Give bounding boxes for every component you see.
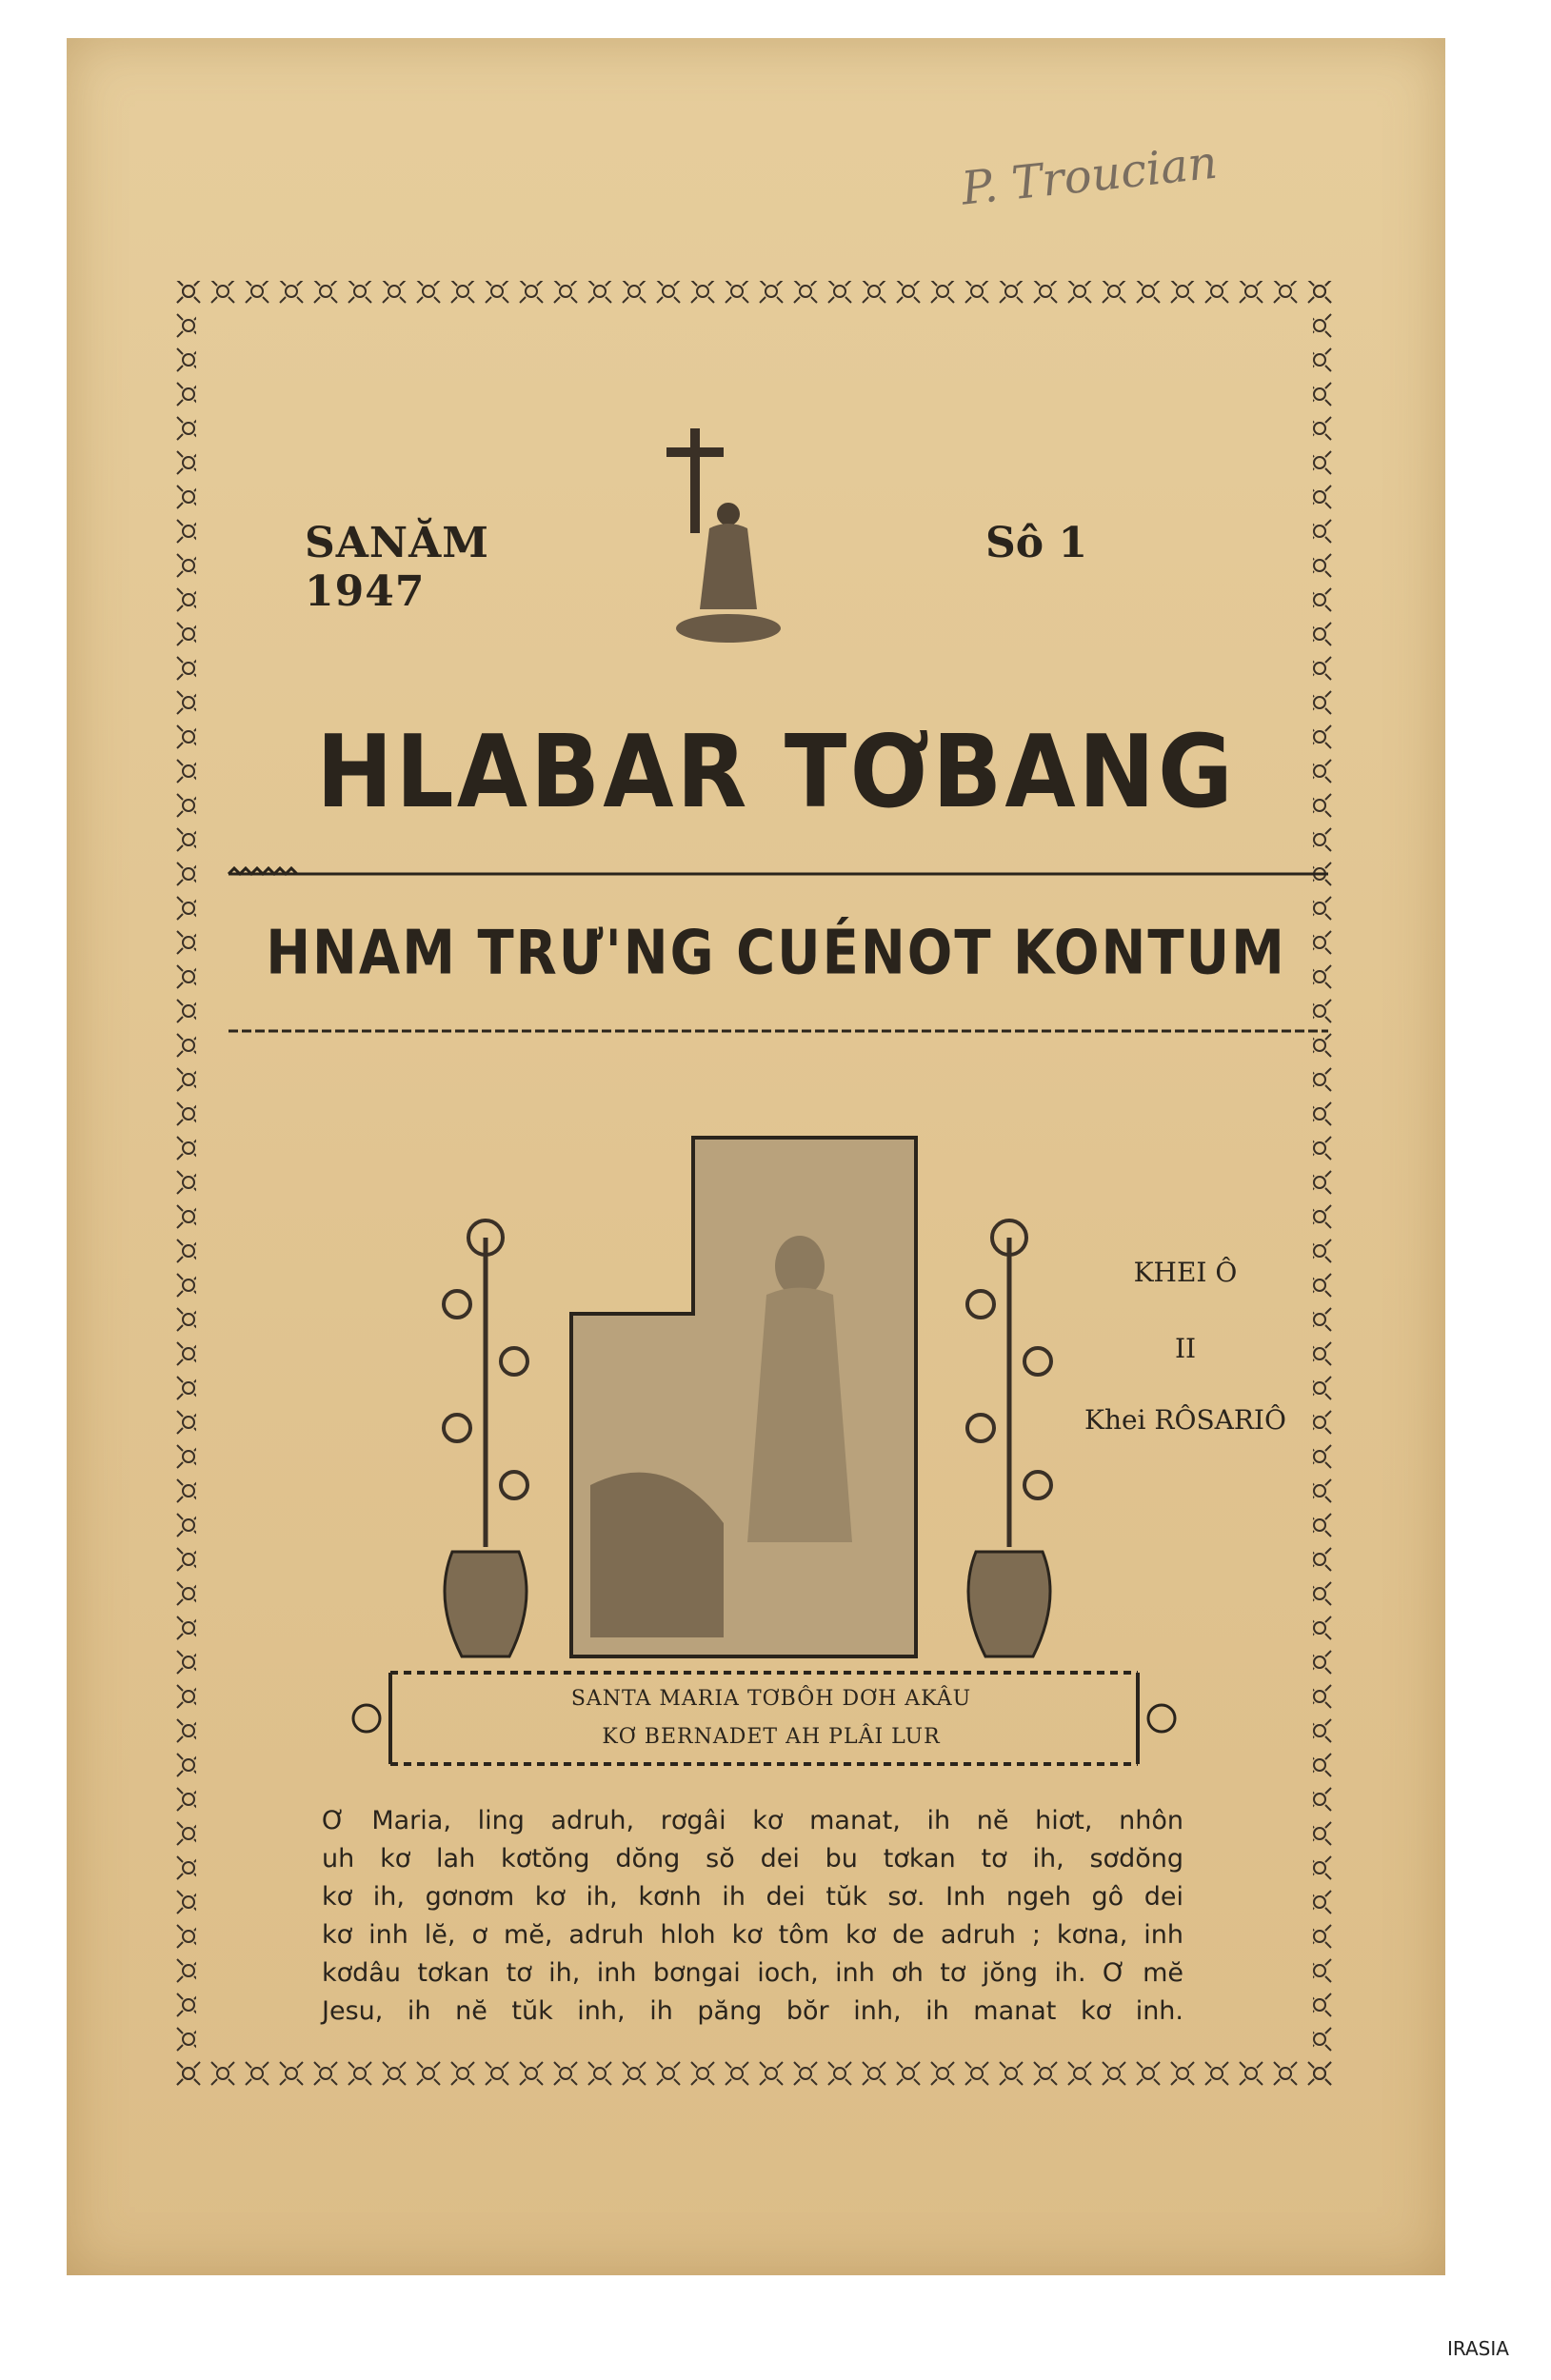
madonna-picture [571,1138,916,1656]
masthead-title: HLABAR TƠBANG [316,713,1236,831]
side-text-khei: KHEI Ô [1133,1257,1238,1288]
masthead-subtitle: HNAM TRƯ'NG CUÉNOT KONTUM [266,918,1286,989]
watermark-label: IRASIA [1447,2337,1509,2360]
border-top [171,281,1338,306]
side-text-rosario: Khei RÔSARIÔ [1084,1404,1286,1436]
prayer-line: kơ ih, gơnơm kơ ih, kơnh ih dei tŭk sơ. Inh ngeh gô dei [322,1882,1183,1912]
border-right [1313,281,1338,2086]
side-text-numeral: II [1174,1333,1197,1364]
prayer-line: Ơ Maria, ling adruh, rơgâi kơ manat, ih nĕ hiơt, nhôn [322,1806,1183,1835]
prayer-line: kơ inh lĕ, ơ mĕ, adruh hloh kơ tôm kơ de adruh ; kơna, inh [322,1920,1183,1950]
flower-vase-icon-right [967,1220,1051,1656]
prayer-line: kơdâu tơkan tơ ih, inh bơngai ioch, inh ơh tơ jŏng ih. Ơ mĕ [322,1958,1183,1988]
prayer-text [322,1802,1183,2040]
flower-vase-icon-left [444,1220,527,1656]
caption-line-1: SANTA MARIA TƠBÔH DƠH AKÂU [570,1687,972,1711]
prayer-line: Jesu, ih nĕ tŭk inh, ih păng bŏr inh, ih manat kơ inh. [322,1996,1183,2026]
issue-year: SANĂM 1947 [305,519,489,616]
border-bottom [171,2061,1338,2086]
border-left [171,281,196,2086]
pencil-annotation: P. Troucian [959,135,1221,216]
cross-icon [666,428,781,643]
caption-line-2: KƠ BERNADET AH PLÂI LUR [602,1725,941,1749]
prayer-line: uh kơ lah kơtŏng dŏng sŏ dei bu tơkan tơ ih, sơdŏng [322,1844,1183,1874]
issue-number: Sô 1 [985,519,1088,567]
